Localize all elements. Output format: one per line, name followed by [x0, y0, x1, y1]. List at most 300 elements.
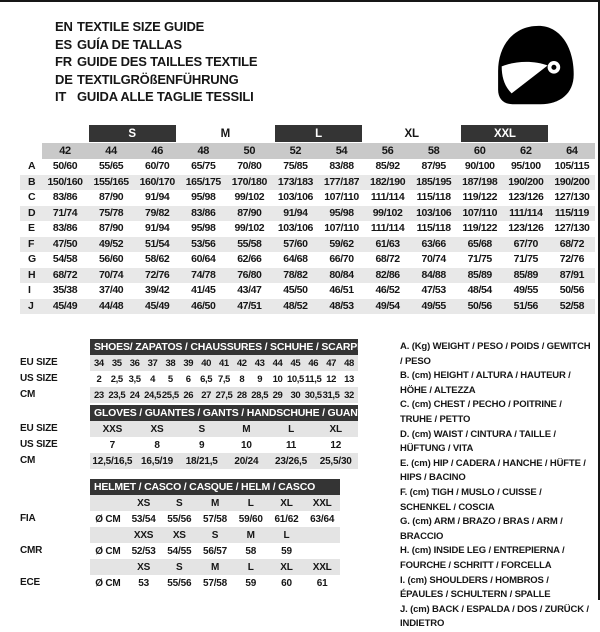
value-cell: XXL	[312, 497, 332, 509]
measure-row-label: I	[28, 284, 31, 296]
value-cell: 57/58	[203, 577, 228, 589]
value-cell: 28	[236, 389, 247, 401]
measure-cell: 56/60	[98, 253, 124, 265]
value-cell: 5	[167, 373, 173, 385]
row-label: CM	[20, 389, 36, 400]
measure-cell: 46/51	[329, 284, 354, 296]
shoes-header-row	[20, 339, 370, 355]
value-cell: 29	[272, 389, 283, 401]
measurement-rows	[20, 159, 595, 314]
table-row	[20, 437, 370, 453]
table-row	[20, 159, 595, 175]
measure-cell: 51/54	[145, 237, 170, 250]
table-row	[20, 421, 370, 437]
table-row	[20, 387, 370, 403]
measure-cell: 41/45	[191, 284, 216, 296]
measure-cell: 111/114	[509, 206, 543, 219]
measure-cell: 182/190	[370, 175, 406, 188]
value-cell: 12	[326, 373, 336, 385]
value-cell: 37	[147, 357, 158, 369]
row-cells	[90, 575, 340, 591]
measure-cell: 67/70	[513, 237, 538, 250]
measure-cell: 90/100	[464, 160, 495, 172]
value-cell: 4	[150, 373, 155, 385]
value-cell: 23	[94, 389, 104, 401]
value-cell: 34	[94, 357, 104, 369]
measure-cell: 91/94	[283, 206, 308, 219]
measure-row-cells	[42, 237, 595, 253]
measure-cell: 68/72	[559, 237, 585, 250]
value-cell: 53	[138, 577, 149, 589]
value-cell: XL	[280, 497, 293, 509]
measure-cell: 187/198	[462, 175, 498, 188]
language-code: FR	[55, 54, 72, 69]
measure-cell: 62/66	[237, 253, 262, 265]
value-cell: 61/62	[274, 513, 299, 525]
measure-cell: 87/95	[421, 160, 446, 172]
value-cell: 9	[198, 439, 205, 451]
language-title-row	[55, 88, 257, 106]
measure-row-label: A	[28, 160, 36, 172]
value-cell: 27,5	[215, 389, 233, 401]
row-label-spacer	[20, 143, 42, 159]
measure-cell: 68/72	[52, 268, 78, 281]
value-cell: 10	[240, 439, 252, 451]
measure-cell: 71/75	[467, 253, 492, 265]
row-label	[20, 527, 90, 543]
measure-cell: 115/118	[416, 191, 451, 203]
value-cell: XXL	[312, 561, 332, 573]
measure-cell: 177/187	[323, 175, 360, 188]
value-cell: 8	[239, 373, 245, 385]
value-cell: XS	[172, 529, 186, 541]
value-cell: 38	[165, 357, 176, 369]
measure-cell: 71/74	[52, 206, 78, 219]
value-cell: 24	[129, 389, 140, 401]
value-cell: XS	[137, 497, 151, 509]
value-cell: L	[288, 423, 294, 435]
group-pad-left	[42, 125, 86, 142]
value-cell: 63/64	[310, 513, 335, 525]
value-cell: 18/21,5	[185, 455, 218, 467]
measure-cell: 85/89	[467, 268, 492, 281]
value-cell: 60	[281, 577, 292, 589]
value-cell: 35	[111, 357, 122, 369]
value-cell: 11	[285, 439, 297, 451]
measure-cell: 83/88	[329, 160, 354, 172]
measure-cell: 107/110	[324, 191, 359, 203]
value-cell: 48	[344, 357, 354, 369]
value-cell: 25,5/30	[319, 455, 352, 467]
measure-cell: 95/98	[329, 206, 354, 219]
measure-cell: 65/68	[467, 237, 492, 250]
row-label: US SIZE	[20, 373, 58, 384]
value-cell: S	[198, 423, 205, 435]
value-cell: 28,5	[251, 389, 269, 401]
value-cell: 27	[201, 389, 211, 401]
measure-cell: 50/56	[559, 284, 585, 296]
value-cell: 2	[96, 373, 102, 385]
measure-cell: 48/53	[329, 299, 354, 312]
measure-cell: 87/90	[237, 206, 262, 219]
size-header-cell: 62	[520, 145, 532, 157]
guide-title: GUÍA DE TALLAS	[77, 36, 182, 52]
measure-cell: 170/180	[231, 175, 267, 188]
guide-title: TEXTILE SIZE GUIDE	[77, 19, 205, 34]
measure-cell: 49/52	[98, 237, 124, 250]
gloves-header-row	[20, 405, 370, 421]
numeric-size-band	[42, 143, 595, 159]
value-cell: 47	[326, 357, 336, 369]
measure-cell: 83/86	[52, 222, 78, 234]
measure-cell: 87/91	[559, 268, 585, 281]
value-cell: S	[176, 497, 183, 509]
measure-cell: 61/63	[375, 237, 400, 250]
value-cell: XXS	[102, 423, 123, 435]
table-row	[20, 268, 595, 284]
measure-cell: 47/51	[237, 299, 262, 312]
measure-row-cells	[42, 268, 595, 284]
language-title-row	[55, 71, 257, 89]
size-header-cell: 56	[381, 145, 394, 157]
measure-cell: 111/114	[370, 222, 405, 234]
measure-cell: 155/165	[93, 175, 129, 188]
value-cell: 40	[201, 357, 211, 369]
value-cell: 9	[257, 373, 263, 385]
value-cell: 25,5	[161, 389, 179, 401]
measure-cell: 46/50	[191, 299, 216, 312]
measure-cell: 71/75	[513, 253, 538, 265]
legend-item: H. (cm) INSIDE LEG / ENTREPIERNA / FOURCHE / SCHRITT / FORCELLA	[400, 545, 565, 571]
measure-cell: 85/89	[513, 268, 538, 281]
measure-cell: 99/102	[234, 222, 265, 234]
legend-item: G. (cm) ARM / BRAZO / BRAS / ARM / BRACCIO	[400, 516, 563, 542]
measure-cell: 103/106	[416, 206, 452, 219]
value-cell: 26	[183, 389, 194, 401]
row-label	[20, 495, 90, 511]
value-cell: 30	[290, 389, 301, 401]
language-title-row	[55, 36, 257, 54]
measure-cell: 75/85	[283, 160, 308, 172]
value-cell: 20/24	[234, 455, 259, 467]
measure-cell: 51/56	[513, 299, 538, 312]
measure-cell: 150/160	[47, 175, 83, 188]
shoes-table	[20, 339, 370, 403]
measure-cell: 190/200	[508, 175, 544, 188]
numeric-size-header-row	[20, 143, 595, 159]
legend-item: D. (cm) WAIST / CINTURA / TAILLE / HÜFTUNG / VITA	[400, 428, 556, 455]
value-cell: 59	[245, 577, 257, 589]
value-cell: 7,5	[217, 373, 230, 385]
measurement-legend	[370, 339, 598, 632]
gloves-table	[20, 405, 370, 469]
measure-cell: 84/88	[421, 268, 446, 281]
label-spacer	[20, 339, 90, 355]
measure-cell: 60/70	[145, 160, 170, 172]
measure-cell: 65/75	[191, 160, 216, 172]
size-header-cell: 44	[105, 145, 117, 157]
racing-helmet-icon	[490, 19, 580, 112]
row-cells	[90, 387, 358, 403]
row-label: EU SIZE	[20, 423, 58, 434]
value-cell: 58	[245, 545, 257, 557]
measure-cell: 119/122	[462, 191, 498, 203]
language-title-list	[55, 18, 257, 106]
measure-row-cells	[42, 299, 595, 315]
value-cell: Ø CM	[95, 545, 121, 557]
measure-cell: 49/55	[513, 284, 538, 296]
measure-cell: 45/49	[145, 299, 170, 312]
value-cell: L	[247, 561, 254, 573]
measure-cell: 43/47	[237, 284, 262, 296]
value-cell: 10	[272, 373, 283, 385]
table-row	[20, 575, 370, 591]
measure-cell: 72/76	[145, 268, 170, 281]
measure-row-label: H	[28, 268, 36, 281]
value-cell: 45	[290, 357, 301, 369]
guide-title: TEXTILGRÖßENFÜHRUNG	[77, 71, 239, 87]
measure-cell: 79/82	[145, 206, 170, 219]
table-row	[20, 190, 595, 206]
measure-row-label: E	[28, 222, 36, 234]
value-cell: 23/26,5	[275, 455, 307, 467]
language-code: IT	[55, 89, 67, 104]
row-label	[20, 559, 90, 575]
bottom-section	[20, 339, 598, 632]
guide-title: GUIDA ALLE TAGLIE TESSILI	[77, 89, 254, 104]
measure-cell: 70/80	[237, 160, 262, 172]
measure-cell: 107/110	[324, 222, 359, 234]
table-row	[20, 543, 370, 559]
header	[0, 2, 598, 106]
row-label: EU SIZE	[20, 357, 58, 368]
measure-cell: 105/115	[554, 160, 590, 172]
measure-row-cells	[42, 159, 595, 175]
table-row	[20, 355, 370, 371]
value-cell: Ø CM	[95, 513, 121, 525]
value-cell: 11,5	[305, 373, 322, 385]
textile-size-table	[20, 125, 595, 314]
value-cell: 46	[308, 357, 319, 369]
measure-cell: 70/74	[98, 268, 124, 281]
size-header-cell: 60	[473, 145, 486, 157]
language-code: ES	[55, 36, 72, 52]
measure-row-label: B	[28, 175, 36, 188]
measure-cell: 85/92	[375, 160, 400, 172]
legend-item: A. (Kg) WEIGHT / PESO / POIDS / GEWITCH / PESO	[400, 341, 591, 367]
measure-cell: 99/102	[372, 206, 403, 219]
measure-row-cells	[42, 283, 595, 299]
measure-cell: 48/52	[283, 299, 308, 312]
measure-cell: 53/56	[191, 237, 216, 250]
size-header-cell: 58	[427, 145, 440, 157]
table-row	[20, 299, 595, 315]
measure-cell: 119/122	[462, 222, 498, 234]
measure-cell: 123/126	[508, 191, 544, 203]
size-header-cell: 42	[59, 145, 71, 157]
measure-cell: 127/130	[554, 191, 590, 203]
table-row	[20, 252, 595, 268]
value-cell: 16,5/19	[141, 455, 173, 467]
value-cell: 12	[330, 439, 342, 451]
measure-cell: 111/114	[370, 191, 405, 203]
measure-cell: 127/130	[554, 222, 590, 234]
measure-cell: 55/65	[98, 160, 124, 172]
table-row	[20, 283, 595, 299]
row-cells	[90, 543, 340, 559]
row-cells	[90, 511, 340, 527]
measure-row-label: D	[28, 206, 36, 219]
legend-item: B. (cm) HEIGHT / ALTURA / HAUTEUR / HÖHE / ALTEZZA	[400, 370, 571, 396]
guide-title: GUIDE DES TAILLES TEXTILE	[77, 54, 258, 69]
value-cell: Ø CM	[95, 577, 121, 589]
measure-cell: 49/54	[375, 299, 400, 312]
row-label: ECE	[20, 577, 40, 588]
row-cells	[90, 421, 358, 437]
row-label: FIA	[20, 513, 36, 524]
measure-cell: 50/60	[52, 160, 78, 172]
group-pad-right	[551, 125, 595, 142]
measure-cell: 103/106	[277, 222, 313, 234]
row-cells	[90, 527, 340, 543]
value-cell: M	[246, 529, 255, 541]
value-cell: 59	[281, 545, 292, 557]
row-cells	[90, 559, 340, 575]
value-cell: M	[242, 423, 251, 435]
measure-cell: 45/50	[283, 284, 308, 296]
measure-cell: 82/86	[375, 268, 400, 281]
size-group-label: XXL	[461, 125, 548, 142]
measure-cell: 68/72	[375, 253, 400, 265]
measure-row-label: G	[28, 253, 37, 265]
measure-cell: 87/90	[98, 222, 124, 234]
value-cell: M	[210, 497, 220, 509]
measure-row-cells	[42, 175, 595, 191]
measure-cell: 80/84	[329, 268, 354, 281]
row-label: US SIZE	[20, 439, 58, 450]
value-cell: 10,5	[286, 373, 304, 385]
row-cells	[90, 437, 358, 453]
measure-row-label: C	[28, 191, 36, 203]
measure-cell: 165/175	[185, 175, 221, 188]
measure-cell: 75/78	[98, 206, 124, 219]
value-cell: 2,5	[110, 373, 123, 385]
size-group-label: S	[89, 125, 176, 142]
measure-row-label: F	[28, 237, 35, 250]
value-cell: 23,5	[108, 389, 126, 401]
measure-cell: 115/119	[554, 206, 589, 219]
table-row	[20, 495, 370, 511]
measure-cell: 76/80	[237, 268, 262, 281]
table-row	[20, 221, 595, 237]
measure-cell: 95/98	[191, 191, 216, 203]
size-group-label: M	[220, 127, 231, 140]
row-cells	[90, 371, 358, 387]
value-cell: 7	[109, 439, 116, 451]
value-cell: XL	[329, 423, 342, 435]
table-row	[20, 237, 595, 253]
measure-cell: 115/118	[416, 222, 451, 234]
measure-cell: 72/76	[559, 253, 585, 265]
measure-cell: 190/200	[554, 175, 590, 188]
accessory-tables	[20, 339, 370, 632]
measure-cell: 50/56	[467, 299, 492, 312]
measure-cell: 45/49	[52, 299, 78, 312]
value-cell: 6,5	[200, 373, 213, 385]
measure-cell: 39/42	[145, 284, 170, 296]
measure-cell: 49/55	[421, 299, 446, 312]
measure-cell: 54/58	[52, 253, 78, 265]
value-cell: 43	[254, 357, 265, 369]
value-cell: XXS	[133, 529, 154, 541]
value-cell: 39	[183, 357, 194, 369]
measure-cell: 173/183	[277, 175, 313, 188]
measure-cell: 37/40	[98, 284, 124, 296]
value-cell: 44	[272, 357, 283, 369]
measure-row-cells	[42, 221, 595, 237]
measure-cell: 52/58	[559, 299, 585, 312]
measure-cell: 63/66	[421, 237, 446, 250]
size-group-header-row	[20, 125, 595, 142]
label-spacer	[20, 479, 90, 495]
value-cell: 55/56	[167, 513, 192, 525]
size-group-label: L	[275, 125, 362, 142]
measure-cell: 55/58	[237, 237, 262, 250]
value-cell: 30,5	[304, 389, 322, 401]
measure-row-cells	[42, 252, 595, 268]
value-cell: 8	[154, 439, 160, 451]
size-header-cell: 54	[335, 145, 348, 157]
helmet-header-row	[20, 479, 370, 495]
measure-cell: 160/170	[139, 175, 175, 188]
table-row	[20, 453, 370, 469]
value-cell: 3,5	[128, 373, 141, 385]
measure-cell: 58/62	[145, 253, 170, 265]
label-spacer	[20, 405, 90, 421]
row-label-spacer	[20, 125, 42, 142]
legend-item: C. (cm) CHEST / PECHO / POITRINE / TRUHE / PETTO	[400, 399, 562, 425]
value-cell: 54/55	[167, 545, 192, 557]
measure-cell: 185/195	[416, 175, 452, 188]
measure-cell: 60/64	[191, 253, 216, 265]
measure-cell: 44/48	[98, 299, 124, 312]
value-cell: XL	[280, 561, 293, 573]
language-code: EN	[55, 19, 73, 34]
language-code: DE	[55, 71, 73, 87]
value-cell: L	[247, 497, 254, 509]
value-cell: L	[283, 529, 290, 541]
value-cell: XS	[150, 423, 164, 435]
value-cell: 31,5	[322, 389, 340, 401]
legend-item: F. (cm) TIGH / MUSLO / CUISSE / SCHENKEL / COSCIA	[400, 486, 542, 513]
legend-item: I. (cm) SHOULDERS / HOMBROS / ÉPAULES / SCHULTERN / SPALLE	[400, 574, 551, 601]
row-cells	[90, 453, 358, 469]
table-row	[20, 559, 370, 575]
measure-cell: 83/86	[191, 206, 216, 219]
table-row	[20, 206, 595, 222]
measure-row-cells	[42, 206, 595, 222]
helmet-table	[20, 479, 370, 591]
legend-item: J. (cm) BACK / ESPALDA / DOS / ZURÜCK / INDIETRO	[400, 603, 589, 630]
measure-cell: 48/54	[467, 284, 492, 296]
value-cell: 61	[316, 577, 328, 589]
value-cell: XS	[137, 561, 151, 573]
value-cell: 24,5	[144, 389, 161, 401]
helmet-table-title: HELMET / CASCO / CASQUE / HELM / CASCO	[90, 479, 340, 495]
value-cell: 53/54	[131, 513, 156, 525]
row-cells	[90, 355, 358, 371]
measure-row-cells	[42, 190, 595, 206]
